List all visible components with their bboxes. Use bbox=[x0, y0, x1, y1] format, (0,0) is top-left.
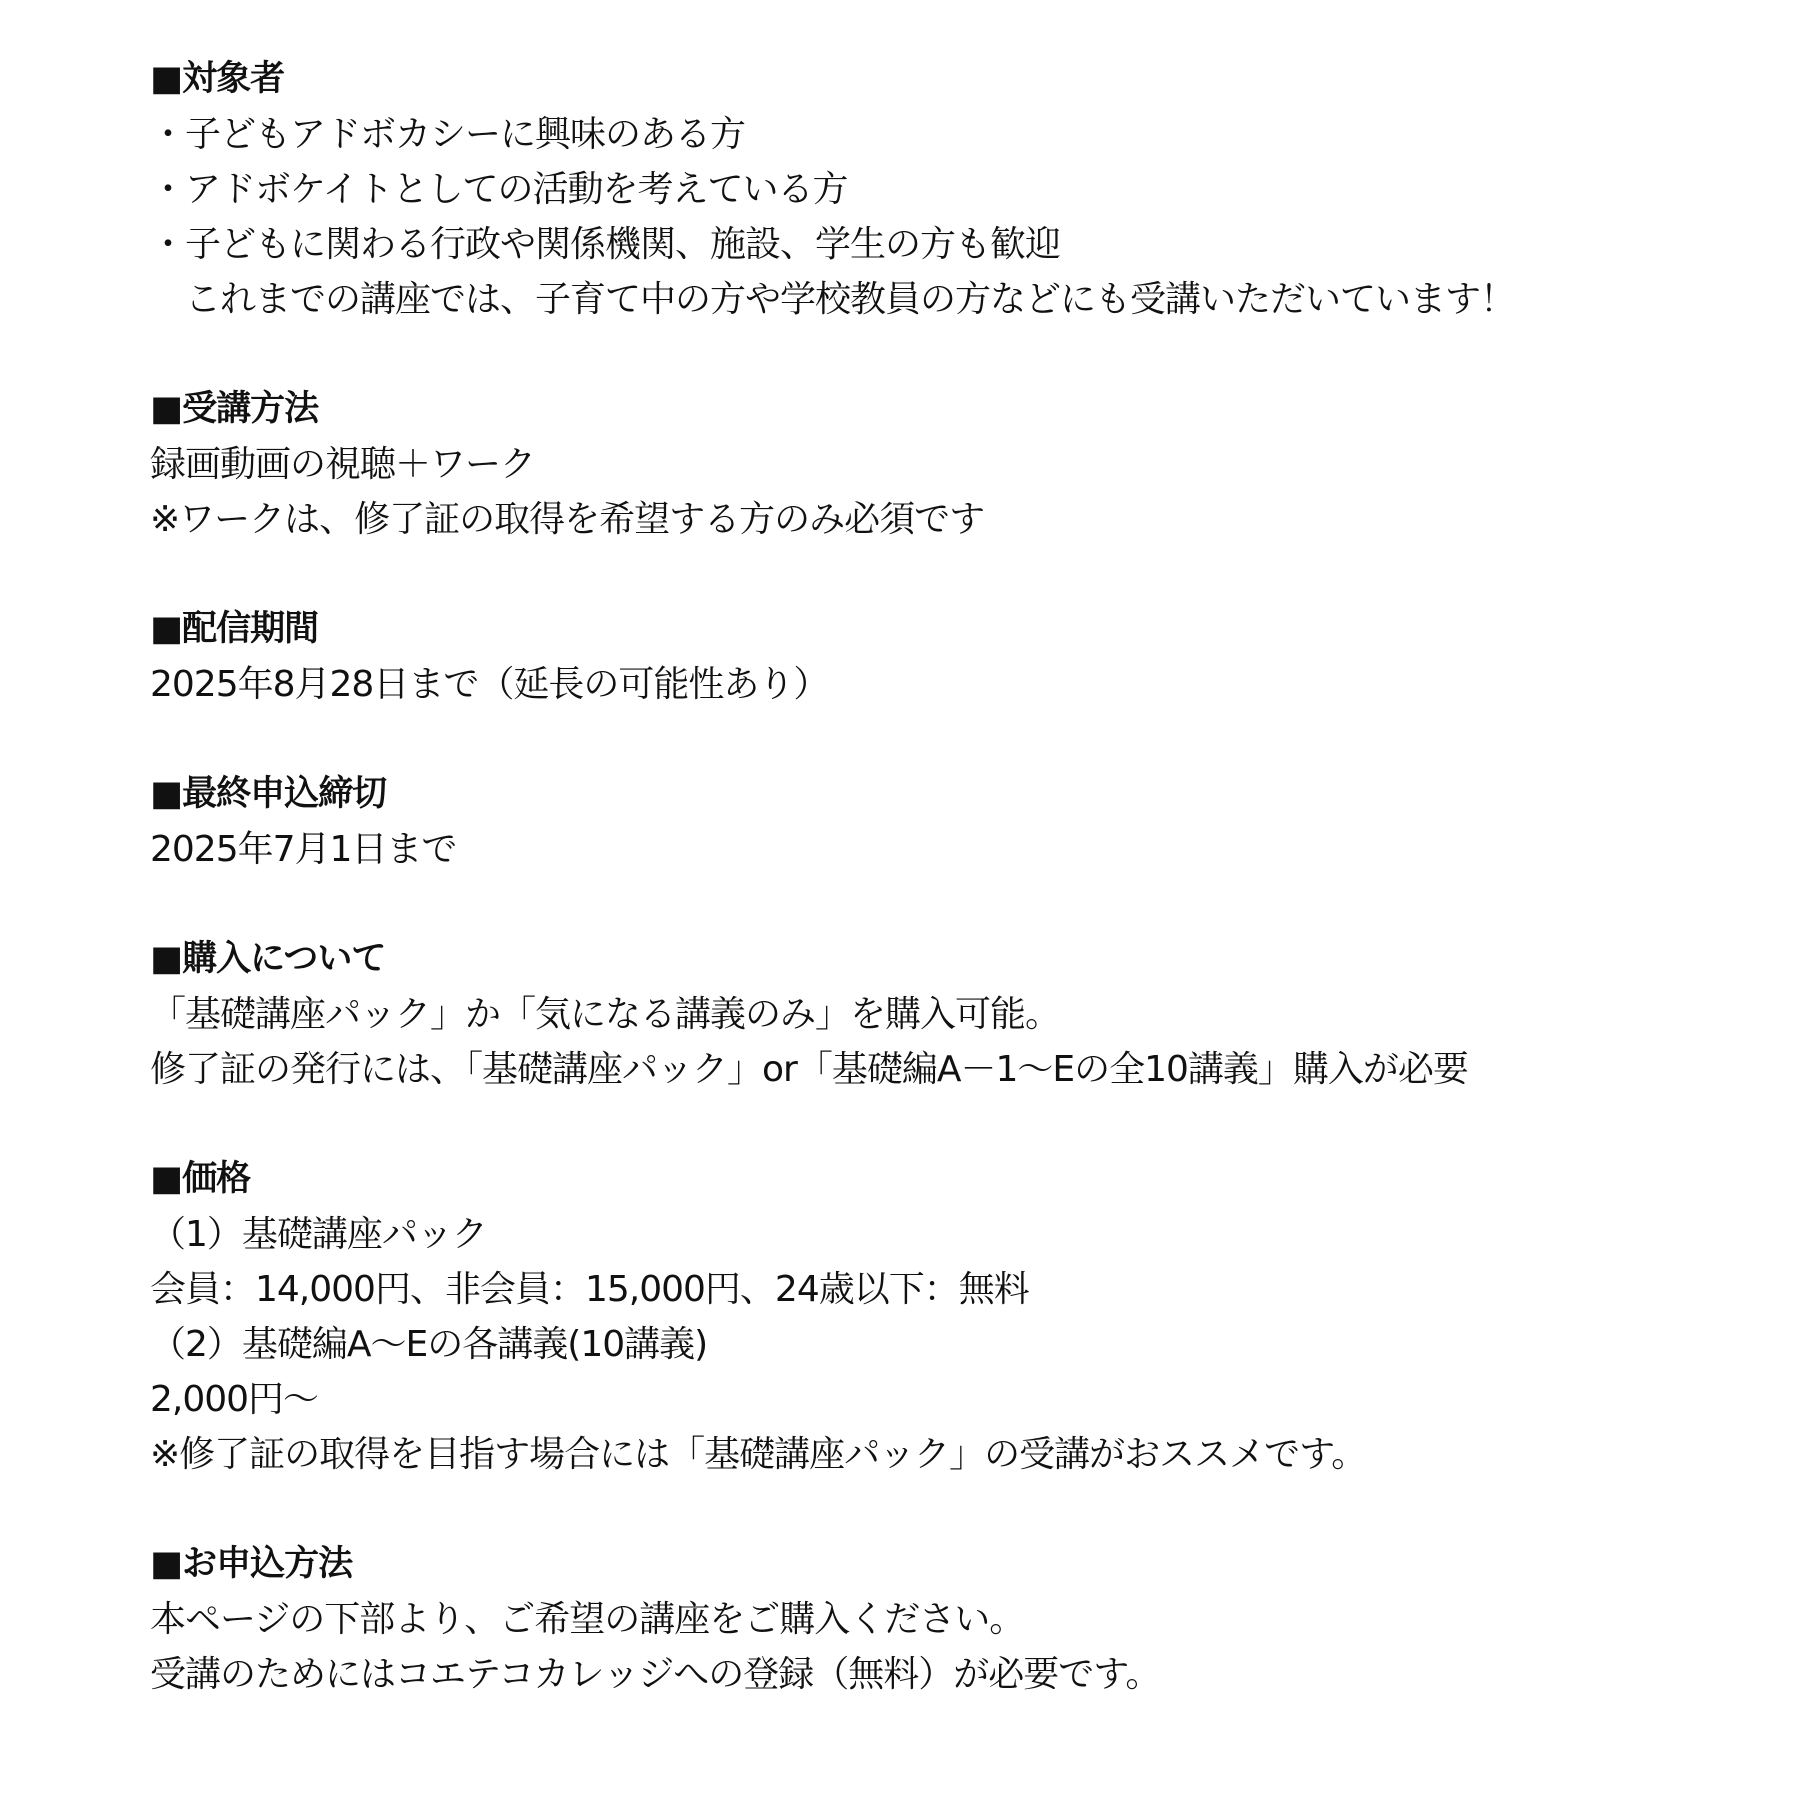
section-attendance-method bbox=[150, 382, 1770, 547]
section-spacer bbox=[150, 1097, 1770, 1152]
section-heading: ■最終申込締切 bbox=[150, 774, 387, 814]
text-line: 会員：14,000円、非会員：15,000円、24歳以下：無料 bbox=[150, 1269, 1029, 1310]
course-info-document bbox=[150, 52, 1770, 1702]
text-line: （1）基礎講座パック bbox=[150, 1214, 487, 1255]
text-line: 録画動画の視聴＋ワーク bbox=[150, 444, 536, 485]
text-line: 2,000円～ bbox=[150, 1379, 319, 1420]
text-line: 「基礎講座パック」か「気になる講義のみ」を購入可能。 bbox=[150, 994, 1061, 1035]
text-line: 受講のためにはコエテコカレッジへの登録（無料）が必要です。 bbox=[150, 1654, 1161, 1695]
section-streaming-period bbox=[150, 602, 1770, 712]
text-line: これまでの講座では、子育て中の方や学校教員の方などにも受講いただいています！ bbox=[150, 279, 1516, 320]
section-spacer bbox=[150, 547, 1770, 602]
section-price bbox=[150, 1152, 1770, 1482]
section-target-audience bbox=[150, 52, 1770, 327]
section-heading: ■配信期間 bbox=[150, 609, 319, 649]
section-spacer bbox=[150, 712, 1770, 767]
section-spacer bbox=[150, 1482, 1770, 1537]
text-line: 本ページの下部より、ご希望の講座をご購入ください。 bbox=[150, 1599, 1025, 1640]
section-spacer bbox=[150, 327, 1770, 382]
text-line: ・アドボケイトとしての活動を考えている方 bbox=[150, 169, 848, 210]
text-line: ・子どもに関わる行政や関係機関、施設、学生の方も歓迎 bbox=[150, 224, 1061, 265]
text-line: 修了証の発行には、「基礎講座パック」or「基礎編A－1～Eの全10講義」購入が必要 bbox=[150, 1049, 1468, 1090]
section-purchase-info bbox=[150, 932, 1770, 1097]
section-heading: ■お申込方法 bbox=[150, 1544, 353, 1584]
section-heading: ■購入について bbox=[150, 939, 386, 979]
section-how-to-apply bbox=[150, 1537, 1770, 1702]
section-heading: ■受講方法 bbox=[150, 389, 319, 429]
text-line: 2025年8月28日まで（延長の可能性あり） bbox=[150, 664, 829, 705]
text-line: 2025年7月1日まで bbox=[150, 829, 457, 870]
text-line: （2）基礎編A～Eの各講義(10講義) bbox=[150, 1324, 708, 1365]
text-line: ※ワークは、修了証の取得を希望する方のみ必須です bbox=[150, 499, 985, 540]
section-application-deadline bbox=[150, 767, 1770, 877]
section-heading: ■価格 bbox=[150, 1159, 251, 1199]
section-heading: ■対象者 bbox=[150, 59, 285, 99]
section-spacer bbox=[150, 877, 1770, 932]
text-line: ・子どもアドボカシーに興味のある方 bbox=[150, 114, 746, 155]
text-line: ※修了証の取得を目指す場合には「基礎講座パック」の受講がおススメです。 bbox=[150, 1434, 1367, 1475]
